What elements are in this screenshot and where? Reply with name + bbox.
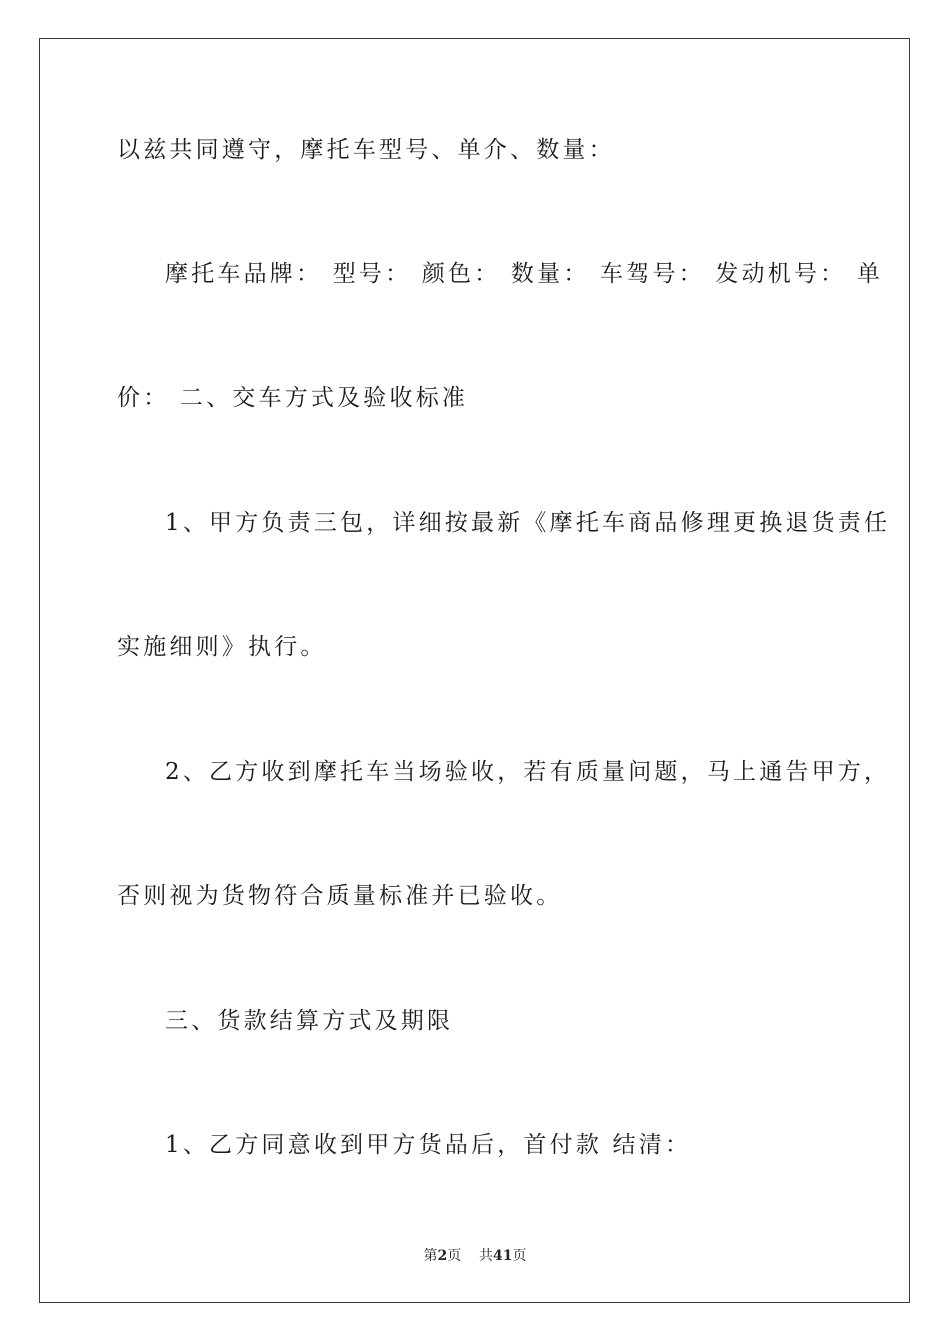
text-line-3: 价： 二、交车方式及验收标准: [117, 385, 469, 411]
text-line-8: 三、货款结算方式及期限: [165, 1008, 454, 1034]
total-prefix: 共: [479, 1248, 494, 1264]
text-line-7: 否则视为货物符合质量标准并已验收。: [117, 883, 563, 909]
page-suffix: 页: [447, 1248, 462, 1264]
text-line-5: 实施细则》执行。: [117, 634, 327, 660]
text-line-6: 2、乙方收到摩托车当场验收，若有质量问题，马上通告甲方，: [165, 759, 891, 785]
total-pages: 41: [493, 1248, 513, 1264]
page-prefix: 第: [423, 1248, 438, 1264]
total-suffix: 页: [512, 1248, 527, 1264]
text-line-9: 1、乙方同意收到甲方货品后，首付款 结清：: [165, 1132, 692, 1158]
page-number: 2: [437, 1248, 448, 1264]
text-line-2: 摩托车品牌： 型号： 颜色： 数量： 车驾号： 发动机号： 单: [165, 261, 884, 287]
text-line-1: 以兹共同遵守，摩托车型号、单介、数量：: [117, 137, 615, 163]
page-footer: [0, 1245, 950, 1265]
page-border: [39, 38, 910, 1303]
text-line-4: 1、甲方负责三包，详细按最新《摩托车商品修理更换退货责任: [165, 510, 891, 536]
